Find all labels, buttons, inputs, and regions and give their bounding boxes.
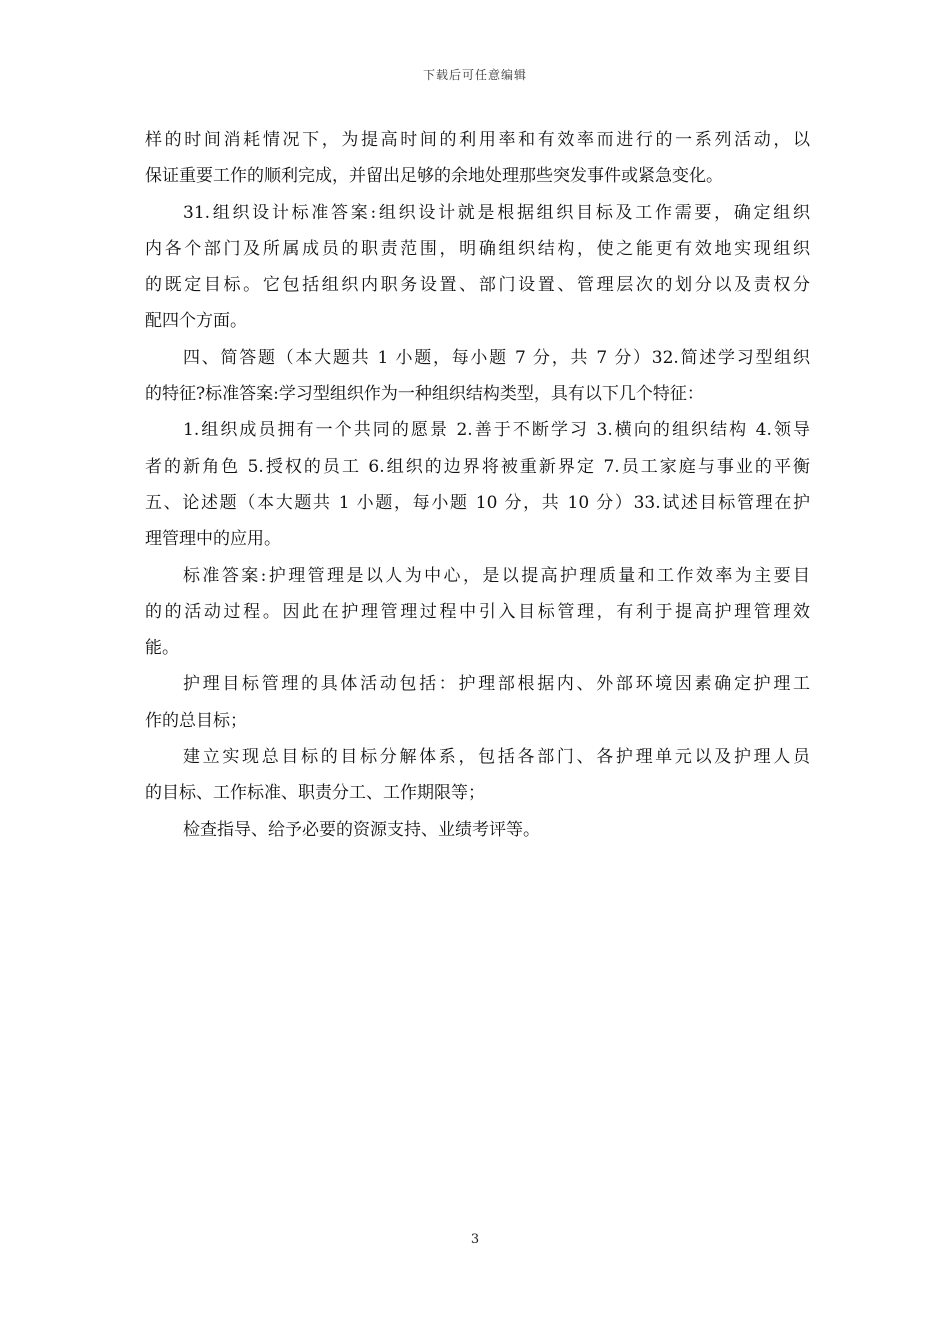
body-line: 的的活动过程。因此在护理管理过程中引入目标管理，有利于提高护理管理效: [145, 601, 810, 622]
body-line: 1.组织成员拥有一个共同的愿景 2.善于不断学习 3.横向的组织结构 4.领导: [183, 420, 810, 441]
body-line: 者的新角色 5.授权的员工 6.组织的边界将被重新界定 7.员工家庭与事业的平衡: [145, 456, 810, 477]
body-line: 建立实现总目标的目标分解体系，包括各部门、各护理单元以及护理人员: [183, 747, 810, 768]
body-line: 四、简答题（本大题共 1 小题，每小题 7 分，共 7 分）32.简述学习型组织: [183, 347, 810, 368]
body-line: 理管理中的应用。: [145, 529, 281, 550]
body-line: 护理目标管理的具体活动包括：护理部根据内、外部环境因素确定护理工: [183, 674, 810, 695]
body-line: 标准答案:护理管理是以人为中心，是以提高护理质量和工作效率为主要目: [183, 565, 810, 586]
body-line: 保证重要工作的顺利完成，并留出足够的余地处理那些突发事件或紧急变化。: [145, 166, 723, 187]
page-header: 下载后可任意编辑: [422, 68, 527, 82]
document-body: [145, 122, 810, 848]
body-line: 内各个部门及所属成员的职责范围，明确组织结构，使之能更有效地实现组织: [145, 238, 810, 259]
body-line: 检查指导、给予必要的资源支持、业绩考评等。: [183, 819, 540, 840]
body-line: 配四个方面。: [145, 311, 247, 332]
body-line: 31.组织设计标准答案:组织设计就是根据组织目标及工作需要，确定组织: [183, 202, 810, 223]
body-line: 的目标、工作标准、职责分工、工作期限等；: [145, 783, 485, 804]
page-number: 3: [470, 1232, 480, 1247]
body-line: 作的总目标；: [145, 710, 247, 731]
body-line: 能。: [145, 638, 179, 659]
body-line: 的特征?标准答案:学习型组织作为一种组织结构类型，具有以下几个特征：: [145, 384, 704, 405]
body-line: 的既定目标。它包括组织内职务设置、部门设置、管理层次的划分以及责权分: [145, 275, 810, 296]
body-line: 样的时间消耗情况下，为提高时间的利用率和有效率而进行的一系列活动，以: [145, 130, 810, 150]
body-line: 五、论述题（本大题共 1 小题，每小题 10 分，共 10 分）33.试述目标管理在护: [145, 492, 810, 513]
